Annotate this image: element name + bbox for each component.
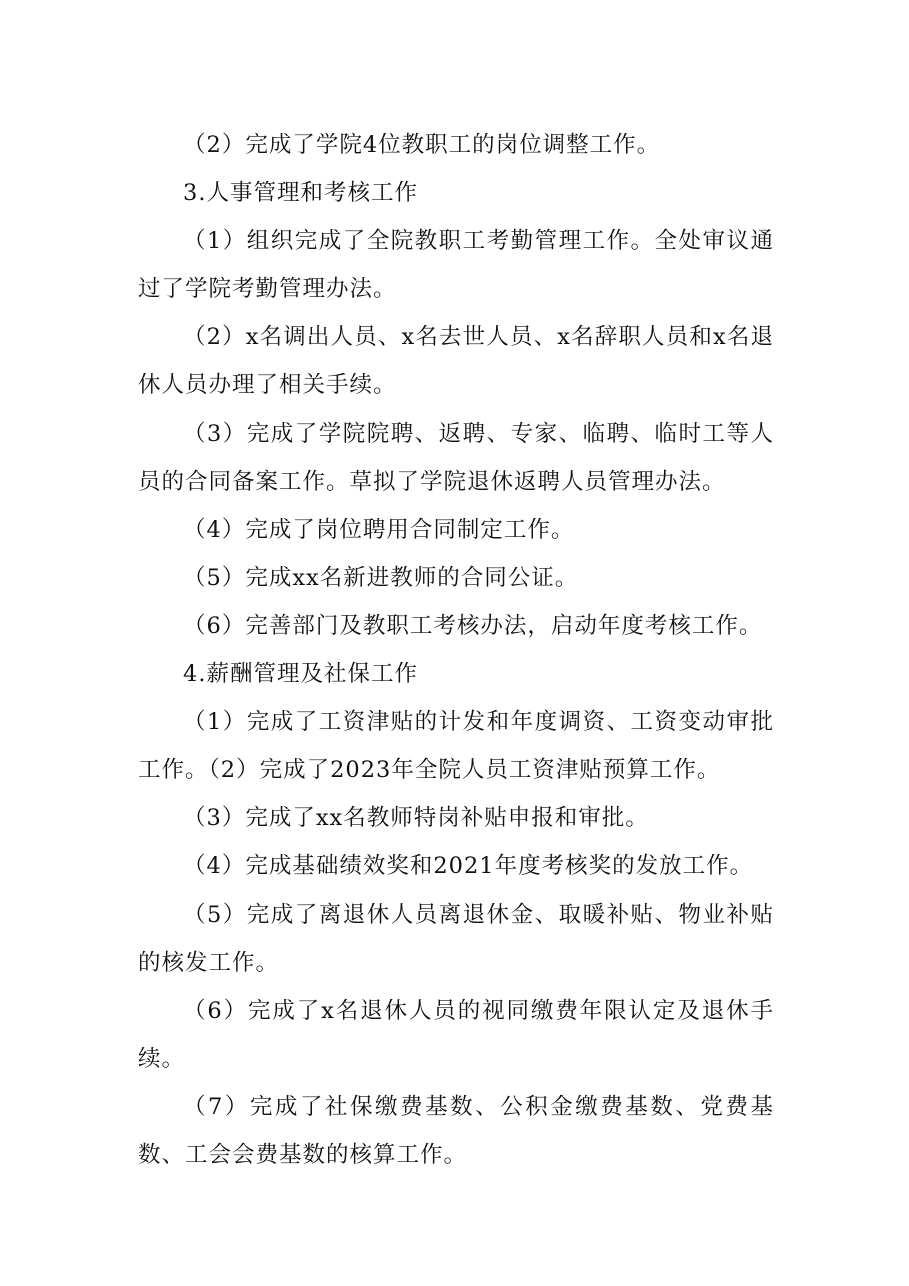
- paragraph: （4）完成基础绩效奖和2021年度考核奖的发放工作。: [183, 853, 754, 880]
- paragraph: （2）完成了学院4位教职工的岗位调整工作。: [183, 132, 661, 158]
- section-heading: 3.人事管理和考核工作: [183, 180, 418, 207]
- paragraph: （6）完成了x名退休人员的视同缴费年限认定及退休手续。: [138, 997, 774, 1072]
- section-heading: 4.薪酬管理及社保工作: [183, 661, 418, 688]
- paragraph: （3）完成了学院院聘、返聘、专家、临聘、临时工等人员的合同备案工作。草拟了学院退休返聘人员管理办法。: [138, 420, 774, 495]
- paragraph: （5）完成xx名新进教师的合同公证。: [183, 564, 579, 591]
- paragraph: （1）完成了工资津贴的计发和年度调资、工资变动审批工作。（2）完成了2023年全院人员工资津贴预算工作。: [138, 709, 774, 784]
- paragraph: （6）完善部门及教职工考核办法，启动年度考核工作。: [183, 612, 763, 639]
- paragraph: （3）完成了xx名教师特岗补贴申报和审批。: [183, 805, 649, 832]
- paragraph: （4）完成了岗位聘用合同制定工作。: [183, 516, 575, 543]
- paragraph: （7）完成了社保缴费基数、公积金缴费基数、党费基数、工会会费基数的核算工作。: [138, 1093, 774, 1168]
- paragraph: （2）x名调出人员、x名去世人员、x名辞职人员和x名退休人员办理了相关手续。: [138, 324, 774, 399]
- document-body: [138, 121, 774, 1179]
- paragraph: （1）组织完成了全院教职工考勤管理工作。全处审议通过了学院考勤管理办法。: [138, 228, 774, 303]
- paragraph: （5）完成了离退休人员离退休金、取暖补贴、物业补贴的核发工作。: [138, 901, 774, 976]
